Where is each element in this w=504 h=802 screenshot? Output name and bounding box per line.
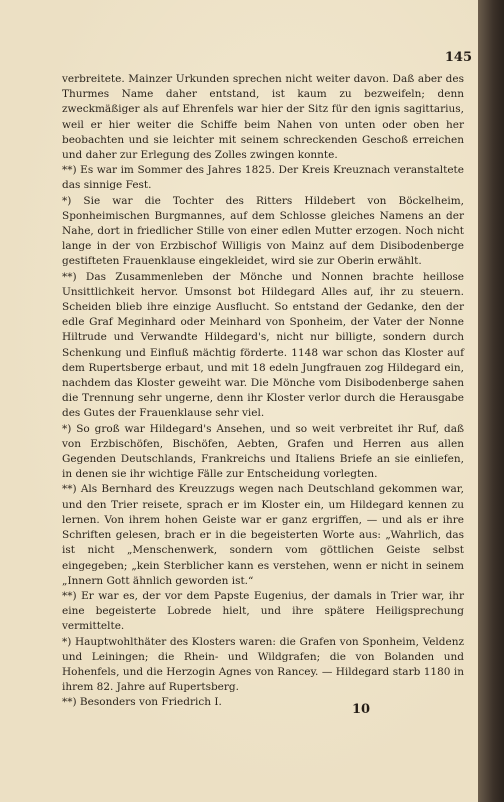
signature-mark: 10 [352, 702, 371, 717]
paragraph: *) Hauptwohlthäter des Klosters waren: die Grafen von Sponheim, Veldenz und Leiningen; die Rhein- und Wildgrafen; die von Bolanden und Hohenfels, und die Herzogin Agnes von Rancey. — Hildegard starb 1180 in ihrem 82. Jahre auf Rupertsberg. [62, 635, 464, 694]
page-number: 145 [444, 50, 472, 65]
paragraph: **) Als Bernhard des Kreuzzugs wegen nach Deutschland gekommen war, und den Trier reisete, sprach er im Kloster ein, um Hildegard kennen zu lernen. Von ihrem hohen Geiste war er ganz ergriffen, — und als er ihre Schriften gelesen, brach er in die begeisterten Worte aus: „Wahrlich, das ist nicht „Menschenwerk, sondern vom göttlichen Geiste selbst eingegeben; „kein Sterblicher kann es verstehen, wenn er nicht in seinem „Innern Gott ähnlich geworden ist.“ [62, 483, 464, 587]
paragraph: *) Sie war die Tochter des Ritters Hildebert von Böckelheim, Sponheimischen Burgmannes, auf dem Schlosse gleiches Namens an der Nahe, dort in friedlicher Stille von einer edlen Mutter erzogen. Noch nicht lange in der von Erzbischof Willigis von Mainz auf dem Disibodenberge gestifteten Frauenklause eingekleidet, wird sie zur Oberin erwählt. [62, 194, 464, 268]
paragraph: verbreitete. Mainzer Urkunden sprechen nicht weiter davon. Daß aber des Thurmes Name daher entstand, ist kaum zu bezweifeln; denn zweckmäßiger als auf Ehrenfels war hier der Sitz für den ignis sagittarius, weil er hier weiter die Schiffe beim Nahen von unten oder oben her beobachten und sie leichter mit seinem schreckenden Geschoß erreichen und daher zur Erlegung des Zolles zwingen konnte. [62, 73, 464, 162]
footnote-text-block [62, 72, 464, 711]
paragraph: *) So groß war Hildegard's Ansehen, und so weit verbreitet ihr Ruf, daß von Erzbischöfen, Bischöfen, Aebten, Grafen und Herren aus allen Gegenden Deutschlands, Frankreichs und Italiens Briefe an sie einliefen, in denen sie ihr wichtige Fälle zur Entscheidung vorlegten. [62, 422, 464, 481]
paragraph: **) Es war im Sommer des Jahres 1825. Der Kreis Kreuznach veranstaltete das sinnige Fest. [62, 164, 464, 192]
paragraph: **) Besonders von Friedrich I. [62, 696, 222, 709]
paragraph: **) Er war es, der vor dem Papste Eugenius, der damals in Trier war, ihr eine begeisterte Lobrede hielt, und ihre spätere Heiligsprechung vermittelte. [62, 589, 464, 633]
paragraph: **) Das Zusammenleben der Mönche und Nonnen brachte heillose Unsittlichkeit hervor. Umsonst bot Hildegard Alles auf, ihr zu steuern. Scheiden blieb ihre einzige Ausflucht. So entstand der Gedanke, den der edle Graf Meginhard oder Meinhard von Sponheim, der Vater der Nonne Hiltrude und Verwandte Hildegard's, nicht nur billigte, sondern durch Schenkung und Einfluß mächtig förderte. 1148 war schon das Kloster auf dem Rupertsberge erbaut, und mit 18 edeln Jungfrauen zog Hildegard ein, nachdem das Kloster geweiht war. Die Mönche vom Disibodenberge sahen die Trennung sehr ungerne, denn ihr Kloster verlor durch die Herausgabe des Gutes der Frauenklause sehr viel. [62, 270, 464, 420]
book-spine [478, 0, 504, 802]
